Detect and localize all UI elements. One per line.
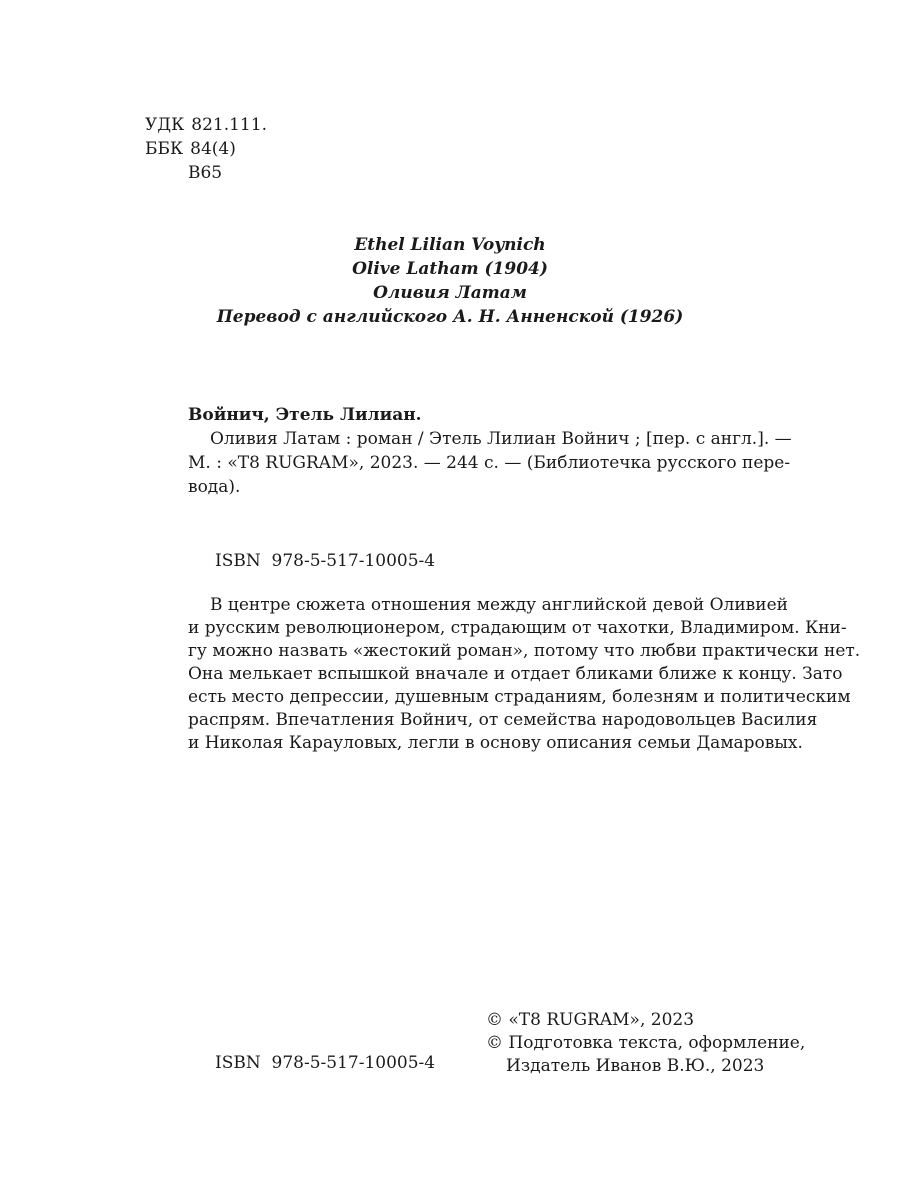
annotation-line: распрям. Впечатления Войнич, от семейства народовольцев Василия bbox=[188, 710, 818, 730]
original-author: Ethel Lilian Voynich bbox=[354, 235, 546, 255]
bibliographic-line: Оливия Латам : роман / Этель Лилиан Войнич ; [пер. с англ.]. — bbox=[210, 429, 792, 449]
bibliographic-line: вода). bbox=[188, 477, 241, 497]
annotation-line: есть место депрессии, душевным страданиям, болезням и политическим bbox=[188, 687, 851, 707]
bbk-line bbox=[145, 138, 236, 160]
annotation-line: гу можно назвать «жестокий роман», потому что любви практически нет. bbox=[188, 641, 861, 661]
bibliographic-heading: Войнич, Этель Лилиан. bbox=[188, 405, 422, 425]
udk-value: 821.111. bbox=[191, 115, 267, 135]
udk-label: УДК bbox=[145, 115, 185, 135]
bibliographic-line: М. : «T8 RUGRAM», 2023. — 244 с. — (Библиотечка русского пере- bbox=[188, 453, 791, 473]
author-mark: В65 bbox=[188, 163, 223, 183]
copyright-line: © «T8 RUGRAM», 2023 bbox=[486, 1010, 695, 1030]
russian-title: Оливия Латам bbox=[373, 283, 527, 303]
copyright-line: © Подготовка текста, оформление, bbox=[486, 1033, 806, 1053]
annotation-line: и Николая Карауловых, легли в основу описания семьи Дамаровых. bbox=[188, 733, 803, 753]
udk-line bbox=[145, 114, 267, 136]
isbn-top: ISBN 978-5-517-10005-4 bbox=[215, 551, 436, 571]
original-title: Olive Latham (1904) bbox=[352, 259, 548, 279]
bbk-label: ББК bbox=[145, 139, 184, 159]
bbk-value: 84(4) bbox=[190, 139, 236, 159]
annotation-line: В центре сюжета отношения между английской девой Оливией bbox=[210, 595, 788, 615]
isbn-bottom: ISBN 978-5-517-10005-4 bbox=[215, 1053, 436, 1073]
annotation-line: и русским революционером, страдающим от чахотки, Владимиром. Кни- bbox=[188, 618, 847, 638]
copyright-line: Издатель Иванов В.Ю., 2023 bbox=[506, 1056, 765, 1076]
translation-note: Перевод с английского А. Н. Анненской (1926) bbox=[216, 307, 684, 327]
annotation-line: Она мелькает вспышкой вначале и отдает бликами ближе к концу. Зато bbox=[188, 664, 843, 684]
